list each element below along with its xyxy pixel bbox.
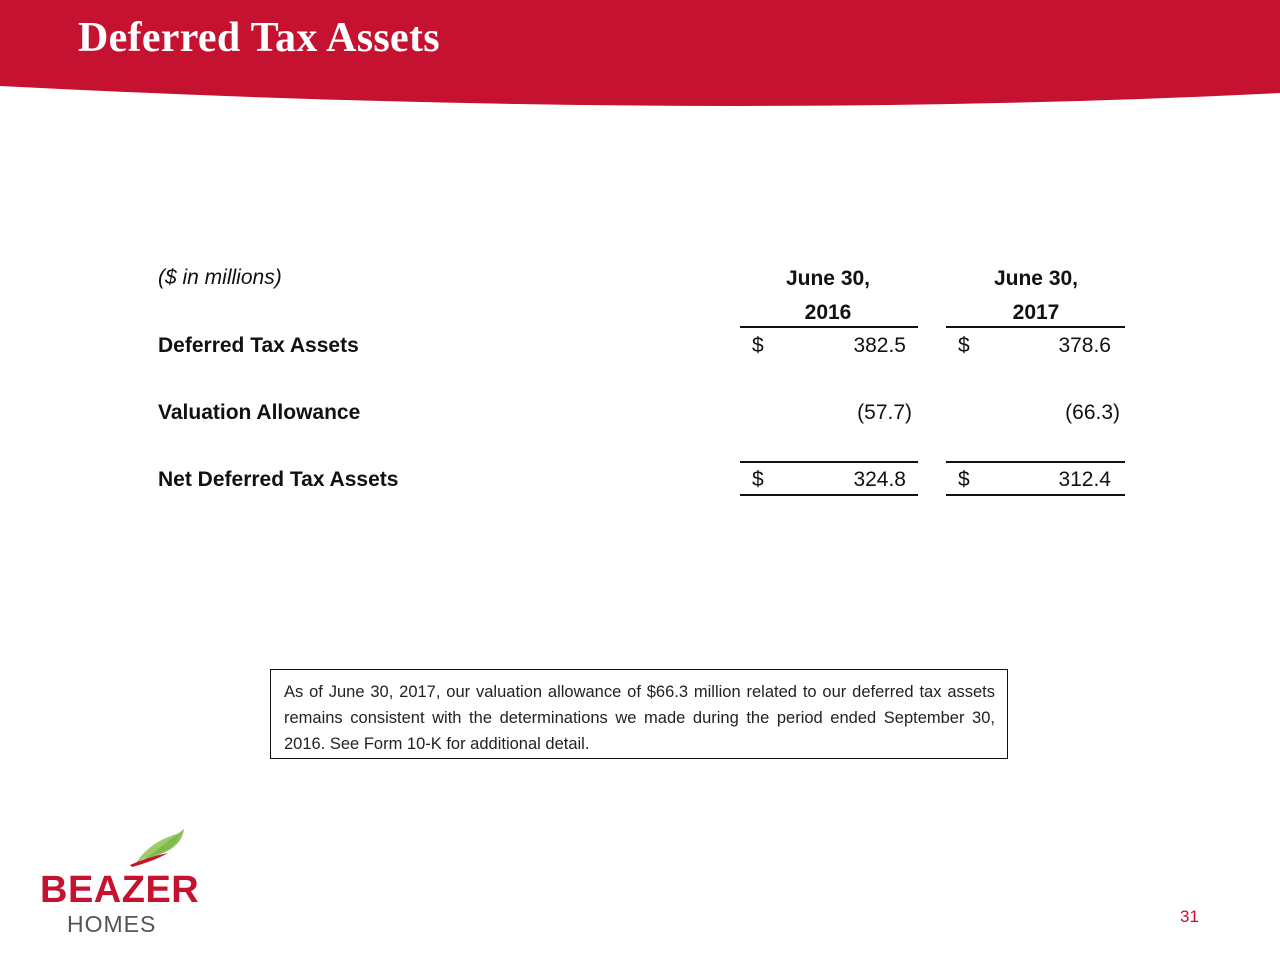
- note-text: As of June 30, 2017, our valuation allowance of $66.3 million related to our deferred tax assets remains consistent with the determinations we made during the period ended September 30, 2016. See Form 10-K for additional detail.: [284, 683, 995, 753]
- logo-wordmark: BEAZER: [40, 869, 200, 911]
- column-header-2016: [738, 262, 918, 330]
- subtotal-rule-2017: [946, 461, 1125, 463]
- units-label: ($ in millions): [158, 266, 282, 289]
- column-header-line1: June 30,: [785, 267, 871, 290]
- value-cell: (57.7): [857, 401, 912, 424]
- total-rule-2017: [946, 494, 1125, 496]
- currency-symbol: $: [958, 334, 970, 357]
- logo-subtitle: HOMES: [67, 911, 157, 937]
- value-cell: 324.8: [853, 468, 906, 491]
- value-cell: 378.6: [1058, 334, 1111, 357]
- total-rule-2016: [740, 494, 918, 496]
- column-header-line1: June 30,: [993, 267, 1079, 290]
- beazer-homes-logo: [40, 825, 200, 935]
- currency-symbol: $: [752, 334, 764, 357]
- value-cell: 312.4: [1058, 468, 1111, 491]
- leaf-icon: [128, 827, 188, 867]
- currency-symbol: $: [752, 468, 764, 491]
- currency-symbol: $: [958, 468, 970, 491]
- subtotal-rule-2016: [740, 461, 918, 463]
- row-label-valuation-allowance: Valuation Allowance: [158, 401, 361, 424]
- column-header-line2: 2017: [1012, 301, 1060, 324]
- value-cell: (66.3): [1065, 401, 1120, 424]
- row-label-net-deferred-tax-assets: Net Deferred Tax Assets: [158, 468, 399, 491]
- header-rule-2017: [946, 326, 1125, 328]
- note-box: [270, 669, 1008, 759]
- header-rule-2016: [740, 326, 918, 328]
- value-cell: 382.5: [853, 334, 906, 357]
- slide-title: Deferred Tax Assets: [78, 15, 440, 61]
- row-label-deferred-tax-assets: Deferred Tax Assets: [158, 334, 359, 357]
- page-number: 31: [1180, 907, 1199, 926]
- column-header-2017: [946, 262, 1126, 330]
- column-header-line2: 2016: [804, 301, 852, 324]
